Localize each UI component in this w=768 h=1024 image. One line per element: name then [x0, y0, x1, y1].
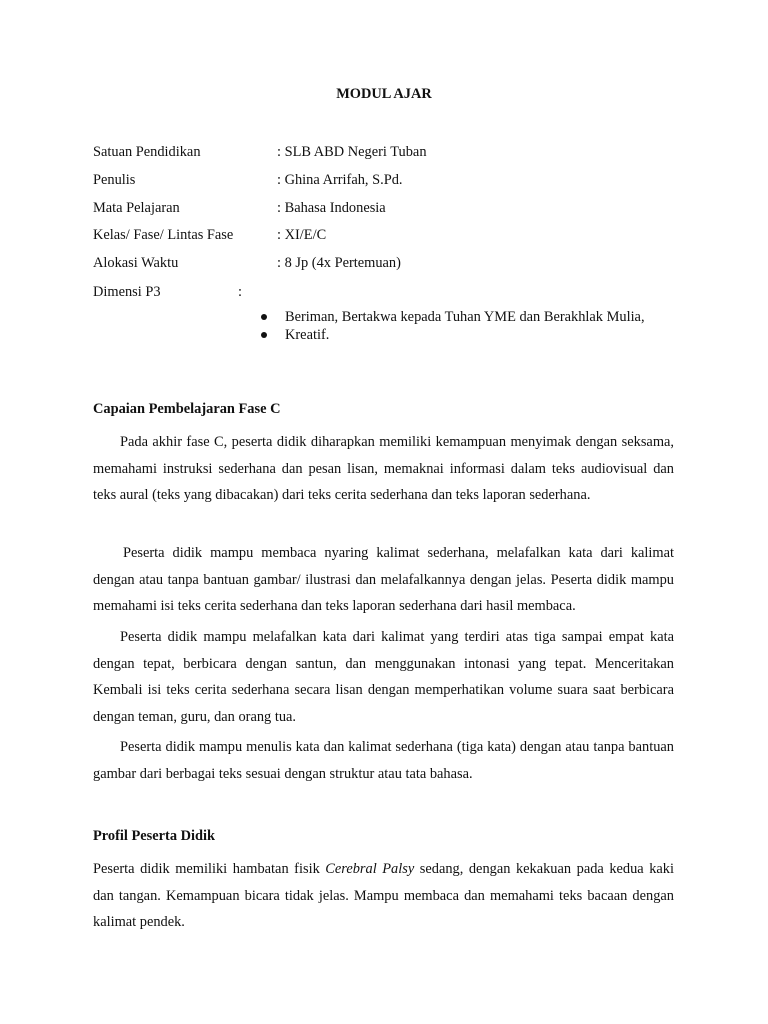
- capaian-paragraph: Peserta didik mampu membaca nyaring kalimat sederhana, melafalkan kata dari kalimat dengan atau tanpa bantuan gambar/ ilustrasi dan melafalkannya dengan jelas. Peserta didik mampu memahami isi teks cerita sederhana dan teks laporan sederhana dari hasil membaca.: [93, 545, 674, 614]
- capaian-paragraph: Pada akhir fase C, peserta didik diharapkan memiliki kemampuan menyimak dengan seksama, memahami instruksi sederhana dan pesan lisan, memaknai informasi dalam teks audiovisual dan teks aural (teks yang dibacakan) dari teks cerita sederhana dan teks laporan sederhana.: [93, 434, 674, 503]
- document-title: MODUL AJAR: [336, 86, 432, 102]
- mapel-label: Mata Pelajaran: [93, 200, 180, 216]
- alokasi-label: Alokasi Waktu: [93, 255, 179, 271]
- bullet-icon: [261, 332, 267, 338]
- dimensi-colon: :: [238, 284, 242, 300]
- dimensi-label: Dimensi P3: [93, 284, 161, 300]
- capaian-heading: Capaian Pembelajaran Fase C: [93, 401, 281, 417]
- cerebral-palsy-term: Cerebral Palsy: [325, 861, 415, 877]
- capaian-paragraph: Peserta didik mampu menulis kata dan kalimat sederhana (tiga kata) dengan atau tanpa bantuan gambar dari berbagai teks sesuai dengan struktur atau tata bahasa.: [93, 739, 674, 782]
- satuan-value: : SLB ABD Negeri Tuban: [277, 144, 427, 160]
- profil-paragraph: Peserta didik memiliki hambatan fisik Cerebral Palsy sedang, dengan kekakuan pada kedua kaki dan tangan. Kemampuan bicara tidak jelas. Mampu membaca dan memahami teks bacaan dengan kalimat pendek.: [93, 861, 674, 930]
- profil-heading: Profil Peserta Didik: [93, 828, 216, 844]
- list-item-text: Beriman, Bertakwa kepada Tuhan YME dan Berakhlak Mulia,: [285, 309, 645, 325]
- penulis-value: : Ghina Arrifah, S.Pd.: [277, 172, 403, 188]
- list-item-text: Kreatif.: [285, 327, 330, 343]
- capaian-paragraph: Peserta didik mampu melafalkan kata dari kalimat yang terdiri atas tiga sampai empat kata dengan tepat, berbicara dengan santun, dan menggunakan intonasi yang tepat. Menceritakan Kembali isi teks cerita sederhana secara lisan dengan memperhatikan volume suara saat berbicara dengan teman, guru, dan orang tua.: [93, 629, 674, 725]
- alokasi-value: : 8 Jp (4x Pertemuan): [277, 255, 401, 271]
- bullet-icon: [261, 314, 267, 320]
- kelas-label: Kelas/ Fase/ Lintas Fase: [93, 227, 234, 243]
- satuan-label: Satuan Pendidikan: [93, 144, 201, 160]
- penulis-label: Penulis: [93, 172, 136, 188]
- kelas-value: : XI/E/C: [277, 227, 327, 243]
- mapel-value: : Bahasa Indonesia: [277, 200, 386, 216]
